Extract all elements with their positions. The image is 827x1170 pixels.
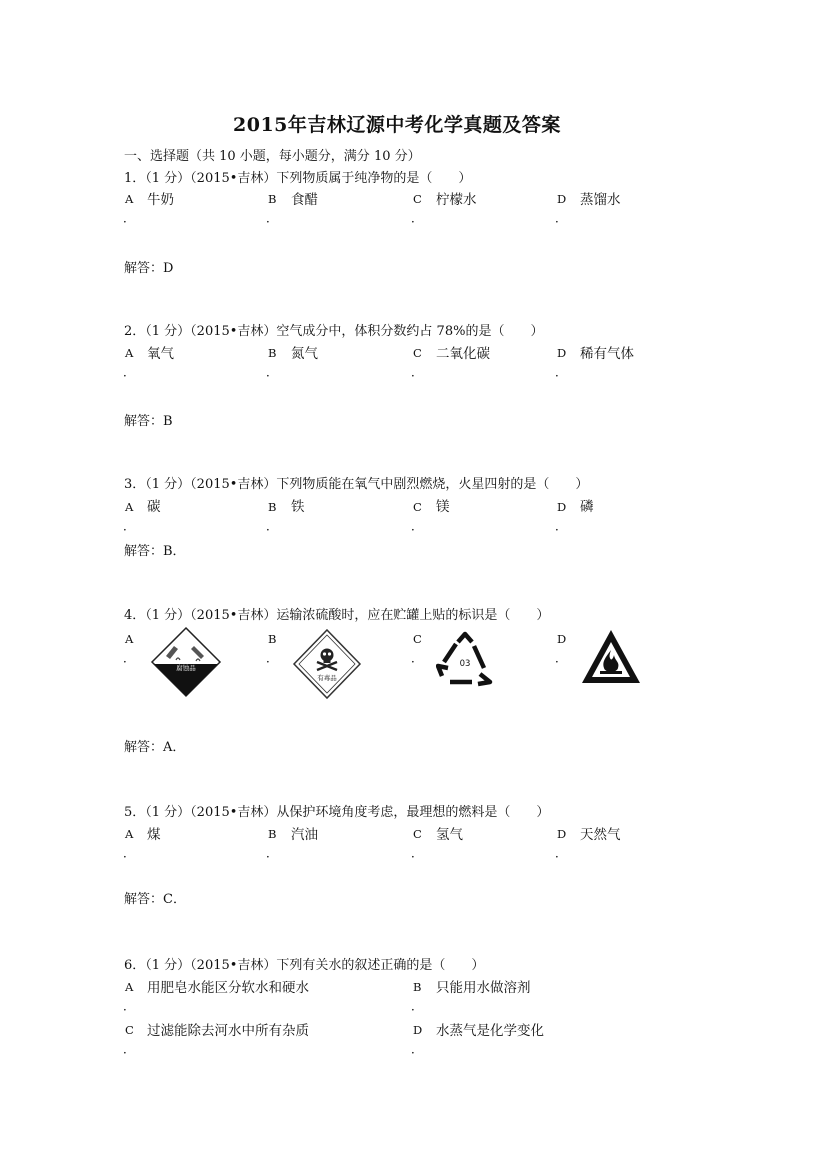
option-letter: C — [125, 1023, 134, 1037]
option-letter: D — [413, 1023, 423, 1037]
option-letter: B — [268, 500, 277, 514]
question-stem-2: 2．（1 分）（2015•吉林）空气成分中，体积分数约占 78%的是（ ） — [124, 324, 544, 339]
option-dot: ． — [266, 846, 279, 860]
option-text: 二氧化碳 — [436, 346, 490, 362]
option-letter: C — [413, 192, 422, 206]
option-dot: ． — [411, 846, 424, 860]
option-text: 蒸馏水 — [580, 192, 621, 208]
option-dot: ． — [411, 1042, 424, 1056]
option-text: 只能用水做溶剂 — [436, 980, 531, 996]
option-letter: B — [413, 980, 422, 994]
option-dot: ． — [411, 999, 424, 1013]
option-letter: C — [413, 346, 422, 360]
option-letter: A — [125, 827, 134, 841]
option-letter: C — [413, 827, 422, 841]
option-dot: ． — [266, 651, 279, 665]
option-letter: B — [268, 192, 277, 206]
option-letter: D — [557, 346, 567, 360]
recycle-caption: 03 — [459, 659, 471, 669]
question-stem-6: 6．（1 分）（2015•吉林）下列有关水的叙述正确的是（ ） — [124, 958, 485, 973]
answer-1: 解答：D — [124, 261, 174, 276]
option-letter: B — [268, 632, 277, 646]
corrosive-sign-icon — [150, 626, 222, 698]
option-dot: ． — [555, 651, 568, 665]
option-text: 水蒸气是化学变化 — [436, 1023, 544, 1039]
option-text: 牛奶 — [147, 192, 174, 208]
option-text: 用肥皂水能区分软水和硬水 — [147, 980, 309, 996]
option-dot: ． — [555, 519, 568, 533]
page-title: 2015年吉林辽源中考化学真题及答案 — [233, 114, 561, 136]
question-stem-4: 4．（1 分）（2015•吉林）运输浓硫酸时，应在贮罐上贴的标识是（ ） — [124, 608, 550, 623]
option-dot: ． — [123, 651, 136, 665]
option-text: 过滤能除去河水中所有杂质 — [147, 1023, 309, 1039]
toxic-caption: 有毒品 — [317, 674, 337, 682]
flammable-sign-icon — [580, 628, 642, 686]
question-stem-1: 1．（1 分）（2015•吉林）下列物质属于纯净物的是（ ） — [124, 171, 472, 186]
option-letter: B — [268, 827, 277, 841]
option-text: 天然气 — [580, 827, 621, 843]
option-text: 柠檬水 — [436, 192, 477, 208]
answer-4: 解答：A． — [124, 740, 186, 755]
option-dot: ． — [123, 1042, 136, 1056]
option-text: 氢气 — [436, 827, 463, 843]
option-letter: D — [557, 192, 567, 206]
option-letter: D — [557, 827, 567, 841]
option-text: 氧气 — [147, 346, 174, 362]
option-dot: ． — [123, 211, 136, 225]
answer-2: 解答：B — [124, 414, 173, 429]
question-stem-5: 5．（1 分）（2015•吉林）从保护环境角度考虑，最理想的燃料是（ ） — [124, 805, 550, 820]
option-dot: ． — [266, 519, 279, 533]
toxic-sign-icon — [292, 628, 362, 700]
option-letter: A — [125, 632, 134, 646]
option-text: 磷 — [580, 499, 594, 515]
option-letter: D — [557, 500, 567, 514]
option-letter: B — [268, 346, 277, 360]
option-text: 氮气 — [291, 346, 318, 362]
option-text: 镁 — [436, 499, 450, 515]
option-dot: ． — [555, 365, 568, 379]
option-dot: ． — [411, 365, 424, 379]
option-dot: ． — [123, 999, 136, 1013]
option-dot: ． — [411, 519, 424, 533]
option-letter: C — [413, 500, 422, 514]
recycle-sign-icon — [436, 630, 494, 688]
option-letter: A — [125, 192, 134, 206]
option-dot: ． — [266, 365, 279, 379]
option-letter: D — [557, 632, 567, 646]
option-letter: A — [125, 346, 134, 360]
option-dot: ． — [411, 211, 424, 225]
option-dot: ． — [555, 846, 568, 860]
option-dot: ． — [123, 519, 136, 533]
section-heading: 一、选择题（共 10 小题，每小题分，满分 10 分） — [124, 149, 421, 164]
option-letter: A — [125, 500, 134, 514]
option-dot: ． — [266, 211, 279, 225]
option-letter: C — [413, 632, 422, 646]
option-letter: A — [125, 980, 134, 994]
answer-5: 解答：C． — [124, 892, 186, 907]
corrosive-caption: 腐蚀品 — [176, 664, 196, 672]
option-dot: ． — [123, 365, 136, 379]
option-text: 碳 — [147, 499, 161, 515]
answer-3: 解答：B． — [124, 544, 186, 559]
option-dot: ． — [123, 846, 136, 860]
option-text: 食醋 — [291, 192, 318, 208]
option-text: 汽油 — [291, 827, 318, 843]
option-text: 铁 — [291, 499, 305, 515]
option-dot: ． — [411, 651, 424, 665]
option-text: 煤 — [147, 827, 161, 843]
option-text: 稀有气体 — [580, 346, 634, 362]
option-dot: ． — [555, 211, 568, 225]
question-stem-3: 3．（1 分）（2015•吉林）下列物质能在氧气中剧烈燃烧，火星四射的是（ ） — [124, 477, 589, 492]
